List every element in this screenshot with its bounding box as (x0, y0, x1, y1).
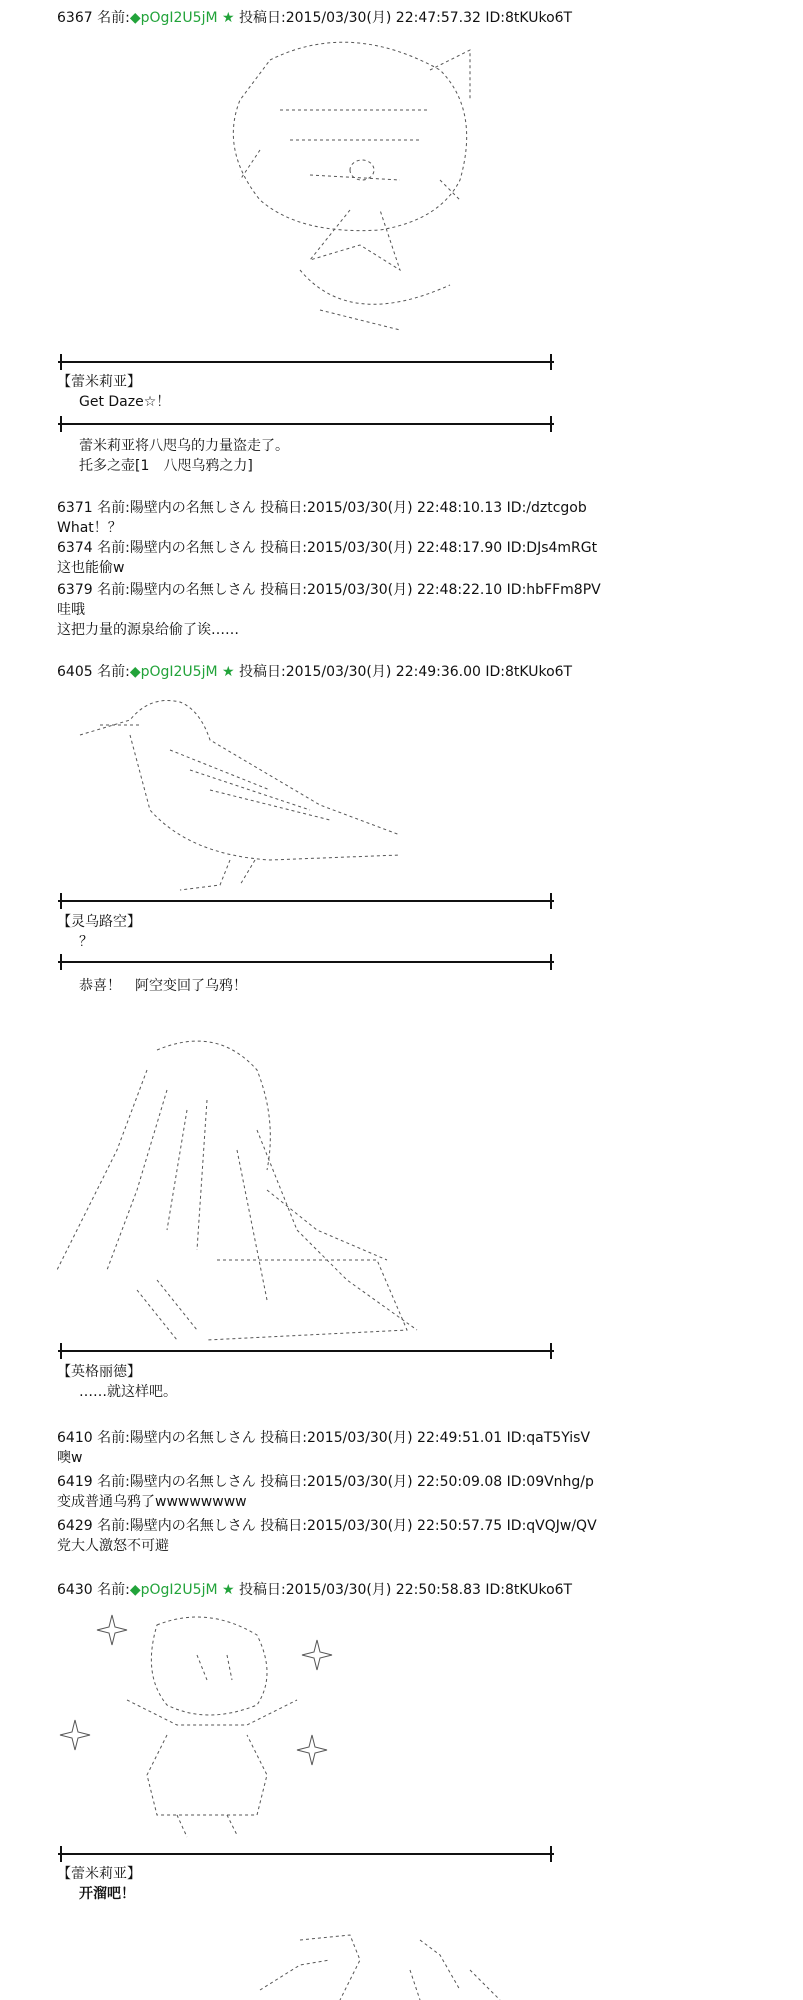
narration-line: 托多之壶[1 八咫乌鸦之力] (79, 458, 253, 474)
post-id[interactable]: ID:qaT5YisV (506, 1430, 591, 1446)
post-date: 2015/03/30(月) 22:49:36.00 (285, 664, 481, 680)
posted-label: 投稿日: (239, 1582, 286, 1598)
speaker-name: 【英格丽德】 (57, 1364, 141, 1380)
reply-6419 (57, 1472, 777, 1512)
post-date: 2015/03/30(月) 22:50:58.83 (285, 1582, 481, 1598)
name-label: 名前: (97, 10, 130, 26)
posted-label: 投稿日: (239, 10, 286, 26)
post-date: 2015/03/30(月) 22:47:57.32 (285, 10, 481, 26)
post-body: 哇哦 (57, 602, 85, 618)
name-label: 名前: (97, 582, 130, 598)
posted-label: 投稿日: (260, 1518, 307, 1534)
divider (58, 416, 554, 432)
post-number: 6405 (57, 664, 93, 680)
post-id[interactable]: ID:/dztcgob (506, 500, 587, 516)
divider (58, 354, 554, 370)
name-label: 名前: (97, 1518, 130, 1534)
posted-label: 投稿日: (239, 664, 286, 680)
ascii-art-remilia (200, 30, 500, 355)
posted-label: 投稿日: (260, 582, 307, 598)
post-id[interactable]: ID:8tKUko6T (485, 10, 573, 26)
post-header-6405 (57, 662, 777, 682)
name-label: 名前: (97, 500, 130, 516)
ascii-art-crow (70, 690, 410, 895)
speaker-name: 【蕾米莉亚】 (57, 1866, 141, 1882)
poster-name: 陽壁内の名無しさん (129, 540, 256, 556)
speaker-name: 【蕾米莉亚】 (57, 374, 141, 390)
reply-6410 (57, 1428, 777, 1468)
dialogue-block (57, 1864, 777, 1904)
dialogue-block (57, 1362, 777, 1402)
divider (58, 1846, 554, 1862)
post-number: 6429 (57, 1518, 93, 1534)
divider (58, 954, 554, 970)
dialogue-line: Get Daze☆！ (79, 394, 171, 410)
narration-line: 恭喜！ 阿空变回了乌鸦！ (79, 978, 247, 994)
post-body: 党大人激怒不可避 (57, 1538, 169, 1554)
poster-name: 陽壁内の名無しさん (129, 582, 256, 598)
post-header-6367 (57, 8, 777, 28)
post-body: 这把力量的源泉给偷了诶…… (57, 622, 239, 638)
sparkle-icon (97, 1615, 127, 1645)
narration-block (57, 976, 777, 996)
reply-6429 (57, 1516, 777, 1556)
post-number: 6410 (57, 1430, 93, 1446)
posted-label: 投稿日: (260, 1430, 307, 1446)
post-id[interactable]: ID:qVQJw/QV (506, 1518, 597, 1534)
dialogue-block (57, 372, 777, 412)
post-header-6430 (57, 1580, 777, 1600)
sparkle-icon (302, 1640, 332, 1670)
post-date: 2015/03/30(月) 22:50:57.75 (306, 1518, 503, 1534)
dialogue-line: 开溜吧！ (79, 1886, 135, 1902)
ascii-art-remilia-sparkle (57, 1605, 357, 1845)
post-id[interactable]: ID:DJs4mRGt (506, 540, 598, 556)
dialogue-block (57, 912, 777, 952)
post-date: 2015/03/30(月) 22:49:51.01 (306, 1430, 503, 1446)
post-id[interactable]: ID:8tKUko6T (485, 1582, 573, 1598)
narration-block (57, 436, 777, 476)
reply-6379 (57, 580, 777, 640)
poster-name: 陽壁内の名無しさん (129, 500, 256, 516)
post-date: 2015/03/30(月) 22:48:10.13 (306, 500, 503, 516)
reply-6374 (57, 538, 777, 578)
post-body: 噢w (57, 1450, 83, 1466)
post-number: 6371 (57, 500, 93, 516)
narration-line: 蕾米莉亚将八咫乌的力量盗走了。 (79, 438, 289, 454)
poster-name[interactable]: ◆pOgI2U5jM ★ (129, 10, 235, 26)
post-number: 6419 (57, 1474, 93, 1490)
post-date: 2015/03/30(月) 22:48:22.10 (306, 582, 503, 598)
dialogue-line: ……就这样吧。 (79, 1384, 177, 1400)
name-label: 名前: (97, 664, 130, 680)
divider (58, 1343, 554, 1359)
post-number: 6374 (57, 540, 93, 556)
divider (58, 893, 554, 909)
posted-label: 投稿日: (260, 500, 307, 516)
post-body: What！？ (57, 520, 122, 536)
dialogue-line: ？ (79, 934, 93, 950)
post-id[interactable]: ID:8tKUko6T (485, 664, 573, 680)
poster-name[interactable]: ◆pOgI2U5jM ★ (129, 1582, 235, 1598)
ascii-art-ingrid (57, 1030, 457, 1350)
post-number: 6430 (57, 1582, 93, 1598)
post-body: 这也能偷w (57, 560, 125, 576)
post-date: 2015/03/30(月) 22:50:09.08 (306, 1474, 503, 1490)
speaker-name: 【灵乌路空】 (57, 914, 141, 930)
poster-name[interactable]: ◆pOgI2U5jM ★ (129, 664, 235, 680)
sparkle-icon (60, 1720, 90, 1750)
name-label: 名前: (97, 540, 130, 556)
post-id[interactable]: ID:09Vnhg/p (506, 1474, 594, 1490)
ascii-art-partial (240, 1930, 540, 2000)
poster-name: 陽壁内の名無しさん (129, 1518, 256, 1534)
post-date: 2015/03/30(月) 22:48:17.90 (306, 540, 503, 556)
post-number: 6379 (57, 582, 93, 598)
name-label: 名前: (97, 1474, 130, 1490)
name-label: 名前: (97, 1582, 130, 1598)
name-label: 名前: (97, 1430, 130, 1446)
sparkle-icon (297, 1735, 327, 1765)
reply-6371 (57, 498, 777, 538)
poster-name: 陽壁内の名無しさん (129, 1474, 256, 1490)
post-id[interactable]: ID:hbFFm8PV (506, 582, 601, 598)
posted-label: 投稿日: (260, 540, 307, 556)
posted-label: 投稿日: (260, 1474, 307, 1490)
poster-name: 陽壁内の名無しさん (129, 1430, 256, 1446)
post-number: 6367 (57, 10, 93, 26)
post-body: 变成普通乌鸦了wwwwwwww (57, 1494, 247, 1510)
